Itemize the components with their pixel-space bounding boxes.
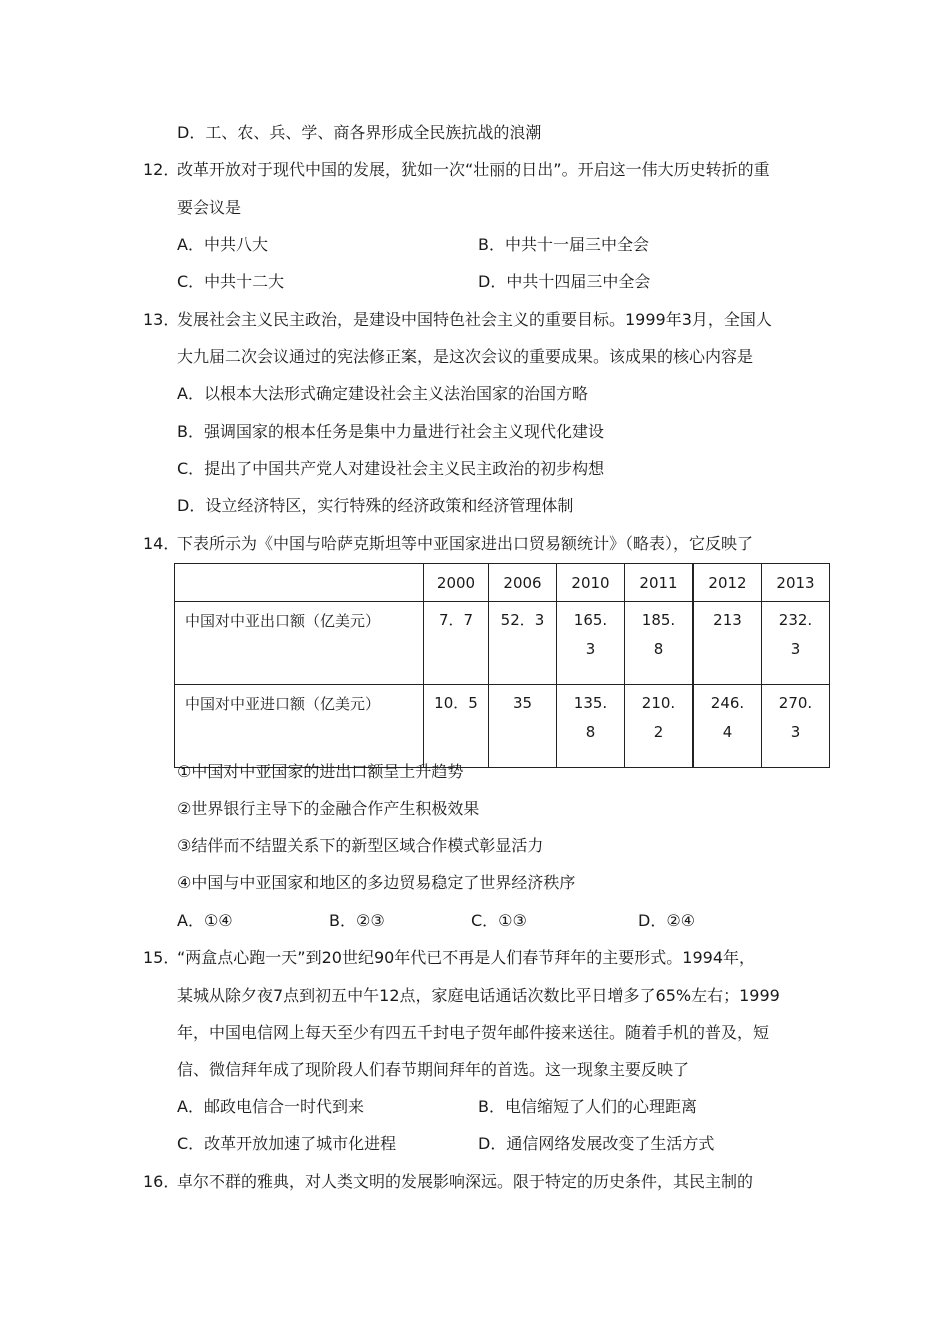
cell-value: 7．7 xyxy=(438,611,474,629)
q12-stem-line1: 改革开放对于现代中国的发展，犹如一次“壮丽的日出”。开启这一伟大历史转折的重 xyxy=(177,160,770,179)
cell-value: 270. xyxy=(778,694,813,712)
trade-table xyxy=(174,563,830,768)
q12-option-c: C．中共十二大 xyxy=(177,272,285,291)
q12-number: 12． xyxy=(143,160,180,179)
cell-value: 246. xyxy=(710,694,745,712)
table-header-row xyxy=(175,564,830,602)
year-header-cell: 2000 xyxy=(424,564,489,602)
q15-stem-line4: 信、微信拜年成了现阶段人们春节期间拜年的首选。这一现象主要反映了 xyxy=(177,1060,690,1079)
q13-stem-line1: 发展社会主义民主政治，是建设中国特色社会主义的重要目标。1999年3月，全国人 xyxy=(177,310,772,329)
q14-option-a: A．①④ xyxy=(177,911,233,930)
q13-option-a: A．以根本大法形式确定建设社会主义法治国家的治国方略 xyxy=(177,384,588,403)
q13-option-d: D．设立经济特区，实行特殊的经济政策和经济管理体制 xyxy=(177,496,574,515)
q15-stem-line3: 年，中国电信网上每天至少有四五千封电子贺年邮件接来送往。随着手机的普及，短 xyxy=(177,1023,770,1042)
q15-number: 15． xyxy=(143,948,180,967)
table-cell xyxy=(762,602,830,685)
table-cell xyxy=(424,685,489,768)
cell-value: 8 xyxy=(585,723,596,741)
q14-statement-3: ③结伴而不结盟关系下的新型区域合作模式彰显活力 xyxy=(177,836,544,855)
year-header-cell: 2006 xyxy=(489,564,557,602)
table-cell xyxy=(424,602,489,685)
row-label: 中国对中亚出口额（亿美元） xyxy=(175,602,424,685)
q13-option-b: B．强调国家的根本任务是集中力量进行社会主义现代化建设 xyxy=(177,422,604,441)
q16-number: 16． xyxy=(143,1172,180,1191)
q12-stem-line2: 要会议是 xyxy=(177,198,242,217)
cell-value: 3 xyxy=(790,640,801,658)
q14-option-b: B．②③ xyxy=(329,911,385,930)
row-label: 中国对中亚进口额（亿美元） xyxy=(175,685,424,768)
q15-option-b: B．电信缩短了人们的心理距离 xyxy=(478,1097,697,1116)
q13-option-c: C．提出了中国共产党人对建设社会主义民主政治的初步构想 xyxy=(177,459,605,478)
cell-value: 135. xyxy=(573,694,608,712)
cell-value: 3 xyxy=(790,723,801,741)
table-cell xyxy=(489,602,557,685)
cell-value: 10．5 xyxy=(434,694,478,712)
table-row xyxy=(175,685,830,768)
cell-value: 4 xyxy=(722,723,733,741)
q14-statement-2: ②世界银行主导下的金融合作产生积极效果 xyxy=(177,799,480,818)
table-cell xyxy=(557,602,625,685)
table-cell xyxy=(693,685,762,768)
cell-value: 213 xyxy=(713,611,742,629)
cell-value: 3 xyxy=(585,640,596,658)
q14-option-c: C．①③ xyxy=(471,911,527,930)
table-cell xyxy=(762,685,830,768)
year-header-cell: 2010 xyxy=(557,564,625,602)
q13-number: 13． xyxy=(143,310,180,329)
cell-value: 52．3 xyxy=(500,611,545,629)
q15-option-d: D．通信网络发展改变了生活方式 xyxy=(478,1134,715,1153)
q15-option-c: C．改革开放加速了城市化进程 xyxy=(177,1134,397,1153)
table-corner-cell xyxy=(175,564,424,602)
q12-option-b: B．中共十一届三中全会 xyxy=(478,235,649,254)
q14-option-d: D．②④ xyxy=(638,911,696,930)
table-cell xyxy=(693,602,762,685)
table-cell xyxy=(489,685,557,768)
q14-statement-4: ④中国与中亚国家和地区的多边贸易稳定了世界经济秩序 xyxy=(177,873,576,892)
q13-stem-line2: 大九届二次会议通过的宪法修正案，是这次会议的重要成果。该成果的核心内容是 xyxy=(177,347,754,366)
q15-stem-line1: “两盒点心跑一天”到20世纪90年代已不再是人们春节拜年的主要形式。1994年， xyxy=(177,948,756,967)
cell-value: 35 xyxy=(512,694,533,712)
q12-option-d: D．中共十四届三中全会 xyxy=(478,272,651,291)
q15-stem-line2: 某城从除夕夜7点到初五中午12点，家庭电话通话次数比平日增多了65%左右；1999 xyxy=(177,986,780,1005)
q14-number: 14． xyxy=(143,534,180,553)
table-cell xyxy=(557,685,625,768)
q16-stem-line1: 卓尔不群的雅典，对人类文明的发展影响深远。限于特定的历史条件，其民主制的 xyxy=(177,1172,754,1191)
year-header-cell: 2011 xyxy=(625,564,694,602)
table-row xyxy=(175,602,830,685)
cell-value: 185. xyxy=(641,611,676,629)
year-header-cell: 2012 xyxy=(693,564,762,602)
q11-option-d: D．工、农、兵、学、商各界形成全民族抗战的浪潮 xyxy=(177,123,542,142)
table-cell xyxy=(625,685,694,768)
cell-value: 232. xyxy=(778,611,813,629)
cell-value: 165. xyxy=(573,611,608,629)
q14-stem: 下表所示为《中国与哈萨克斯坦等中亚国家进出口贸易额统计》（略表），它反映了 xyxy=(177,534,754,553)
table-cell xyxy=(625,602,694,685)
q14-statement-1: ①中国对中亚国家的进出口额呈上升趋势 xyxy=(177,762,464,781)
q12-option-a: A．中共八大 xyxy=(177,235,268,254)
cell-value: 2 xyxy=(653,723,664,741)
year-header-cell: 2013 xyxy=(762,564,830,602)
cell-value: 210. xyxy=(641,694,676,712)
q15-option-a: A．邮政电信合一时代到来 xyxy=(177,1097,364,1116)
cell-value: 8 xyxy=(653,640,664,658)
